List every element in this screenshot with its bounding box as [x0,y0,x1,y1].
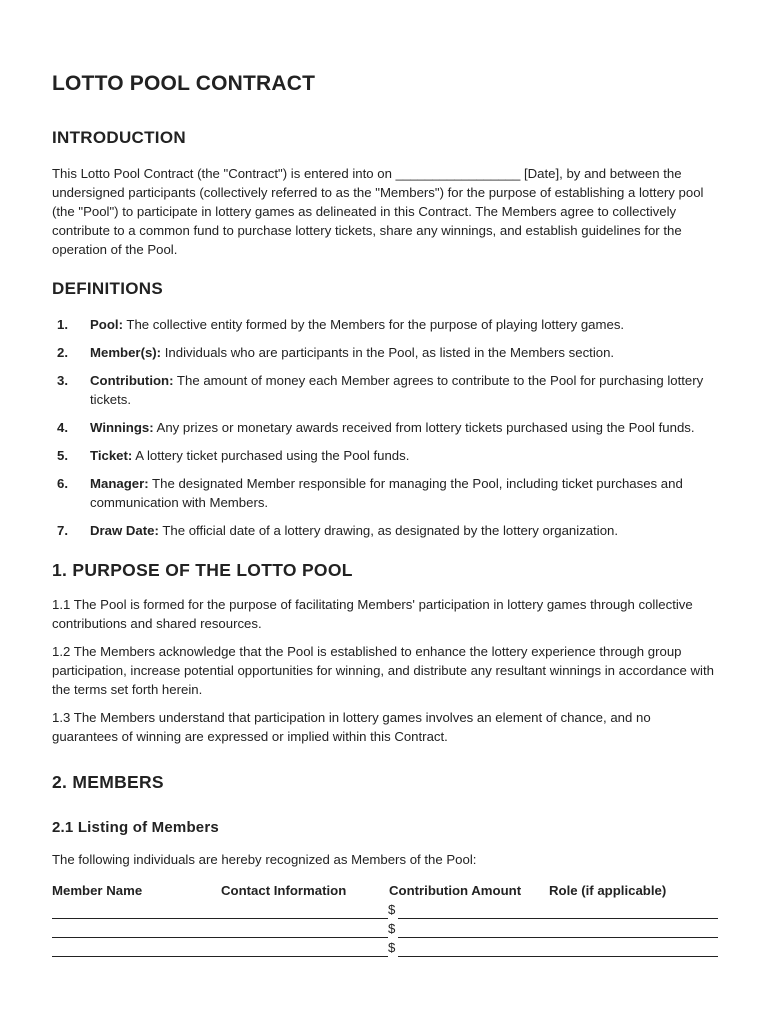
column-contact-info: Contact Information [221,883,347,898]
definition-text: The amount of money each Member agrees to contribute to the Pool for purchasing lottery tickets. [90,373,704,407]
currency-symbol: $ [388,940,396,955]
purpose-paragraph: 1.3 The Members understand that participation in lottery games involves an element of chance, and no guarantees of winning are expressed or implied within this Contract. [52,710,651,744]
definition-item [52,343,718,362]
definition-term: Draw Date: [90,523,159,538]
column-role: Role (if applicable) [549,883,667,898]
definition-term: Manager: [90,476,149,491]
member-name-contact-blank[interactable] [52,923,388,938]
definition-term: Pool: [90,317,123,332]
definitions-list [52,315,718,540]
members-table [52,881,718,957]
definition-number: 4. [57,420,68,435]
definition-number: 6. [57,476,68,491]
contribution-role-blank[interactable] [398,942,718,957]
currency-symbol: $ [388,921,396,936]
definition-item [52,521,718,540]
definition-text: A lottery ticket purchased using the Pool funds. [132,448,410,463]
member-name-contact-blank[interactable] [52,942,388,957]
definition-item [52,315,718,334]
definition-text: Individuals who are participants in the Pool, as listed in the Members section. [161,345,615,360]
member-blank-row [52,900,718,919]
column-contribution-amount: Contribution Amount [389,883,522,898]
definition-number: 7. [57,523,68,538]
member-blank-row [52,938,718,957]
members-intro: The following individuals are hereby recognized as Members of the Pool: [52,852,477,867]
column-member-name: Member Name [52,883,143,898]
definition-number: 2. [57,345,68,360]
document-title: LOTTO POOL CONTRACT [52,72,316,95]
definition-item [52,474,718,512]
definition-text: The collective entity formed by the Members for the purpose of playing lottery games. [122,317,625,332]
purpose-heading: 1. PURPOSE OF THE LOTTO POOL [52,560,353,580]
definition-term: Contribution: [90,373,174,388]
currency-symbol: $ [388,902,396,917]
definitions-heading: DEFINITIONS [52,279,163,298]
members-subheading: 2.1 Listing of Members [52,819,219,836]
definition-text: The designated Member responsible for managing the Pool, including ticket purchases and communication with Members. [90,476,683,510]
definition-number: 3. [57,373,68,388]
definition-item [52,446,718,465]
definition-text: Any prizes or monetary awards received from lottery tickets purchased using the Pool funds. [153,420,695,435]
member-blank-row [52,919,718,938]
definition-number: 1. [57,317,68,332]
member-name-contact-blank[interactable] [52,904,388,919]
definition-text: The official date of a lottery drawing, as designated by the lottery organization. [158,523,619,538]
contribution-role-blank[interactable] [398,904,718,919]
definition-number: 5. [57,448,68,463]
purpose-paragraph: 1.2 The Members acknowledge that the Pool is established to enhance the lottery experience through group participation, increase potential opportunities for winning, and distribute any resultant winnings in accordance with the terms set forth herein. [52,644,714,697]
definition-item [52,418,718,437]
definition-term: Member(s): [90,345,162,360]
introduction-heading: INTRODUCTION [52,128,186,147]
members-heading: 2. MEMBERS [52,772,164,792]
definition-term: Winnings: [90,420,154,435]
introduction-text: This Lotto Pool Contract (the "Contract") is entered into on _________________ [Date], by and between the undersigned participants (collectively referred to as the "Members") for the purpose of establishing a lottery pool (the "Pool") to participate in lottery games as delineated in this Contract. The Members agree to collectively contribute to a common fund to purchase lottery tickets, share any winnings, and establish guidelines for the operation of the Pool. [52,166,704,257]
contribution-role-blank[interactable] [398,923,718,938]
purpose-paragraph: 1.1 The Pool is formed for the purpose of facilitating Members' participation in lottery games through collective contributions and shared resources. [52,597,693,631]
definition-term: Ticket: [90,448,133,463]
members-table-header [52,881,718,900]
definition-item [52,371,718,409]
